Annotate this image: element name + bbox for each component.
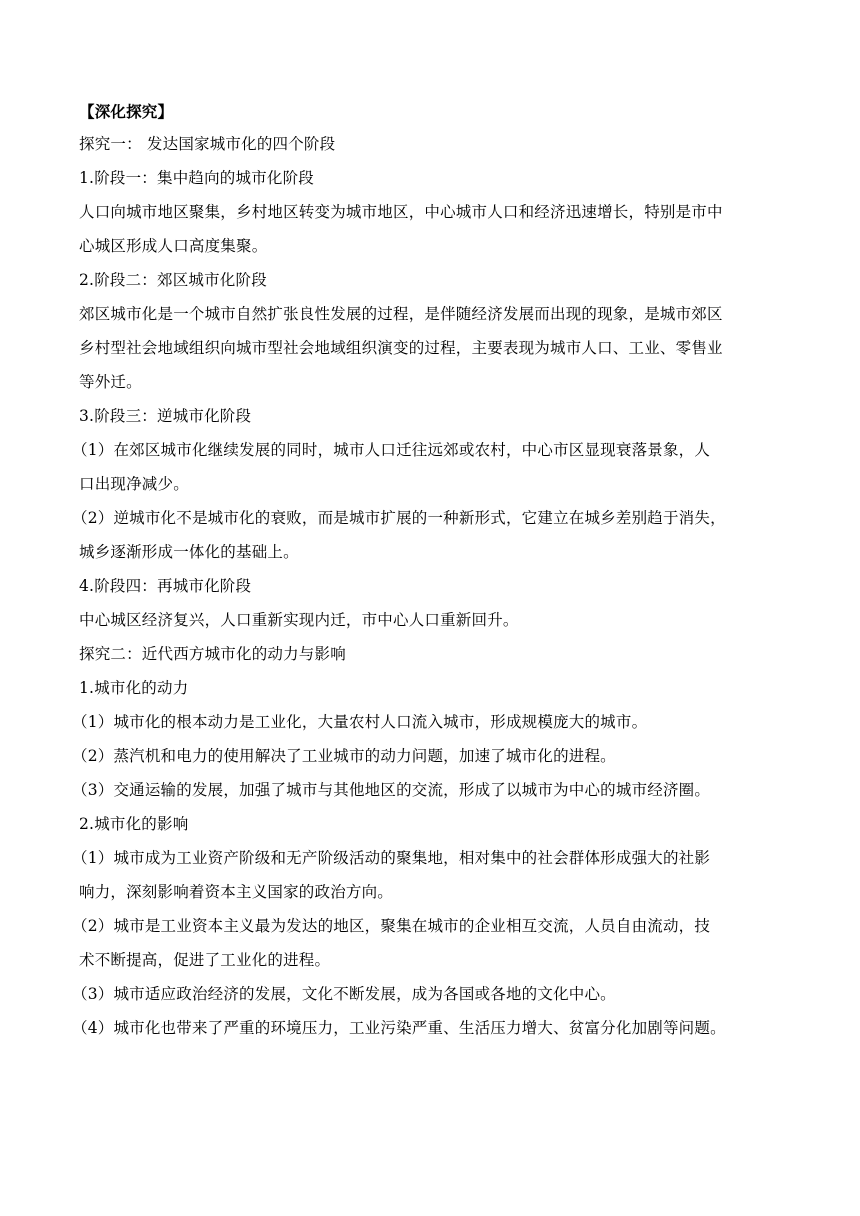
list-item: （1）城市化的根本动力是工业化，大量农村人口流入城市，形成规模庞大的城市。 <box>72 713 648 731</box>
inquiry-one-title: 探究一： 发达国家城市化的四个阶段 <box>79 135 336 153</box>
stage-four-heading: 4.阶段四：再城市化阶段 <box>79 577 252 595</box>
paragraph-line: 响力，深刻影响着资本主义国家的政治方向。 <box>79 883 394 901</box>
list-item: （2）逆城市化不是城市化的衰败，而是城市扩展的一种新形式，它建立在城乡差别趋于消失， <box>72 509 726 527</box>
list-item: （1）城市成为工业资产阶级和无产阶级活动的聚集地，相对集中的社会群体形成强大的社影 <box>72 849 711 867</box>
paragraph-line: 心城区形成人口高度集聚。 <box>79 237 268 255</box>
dynamics-heading: 1.城市化的动力 <box>79 679 189 697</box>
list-item: （1）在郊区城市化继续发展的同时，城市人口迁往远郊或农村，中心市区显现衰落景象，人 <box>72 441 711 459</box>
list-item: （3）城市适应政治经济的发展，文化不断发展，成为各国或各地的文化中心。 <box>72 985 616 1003</box>
inquiry-two-title: 探究二：近代西方城市化的动力与影响 <box>79 645 346 663</box>
paragraph-line: 乡村型社会地域组织向城市型社会地域组织演变的过程，主要表现为城市人口、工业、零售业 <box>79 339 723 357</box>
list-item: （4）城市化也带来了严重的环境压力，工业污染严重、生活压力增大、贫富分化加剧等问题。 <box>72 1019 726 1037</box>
stage-two-heading: 2.阶段二：郊区城市化阶段 <box>79 271 267 289</box>
stage-one-heading: 1.阶段一：集中趋向的城市化阶段 <box>79 169 314 187</box>
stage-three-heading: 3.阶段三：逆城市化阶段 <box>79 407 252 425</box>
list-item: （2）城市是工业资本主义最为发达的地区，聚集在城市的企业相互交流，人员自由流动，技 <box>72 917 711 935</box>
list-item: （3）交通运输的发展，加强了城市与其他地区的交流，形成了以城市为中心的城市经济圈。 <box>72 781 711 799</box>
paragraph-line: 口出现净减少。 <box>79 475 189 493</box>
section-heading: 【深化探究】 <box>79 102 174 121</box>
paragraph-line: 城乡逐渐形成一体化的基础上。 <box>79 543 299 561</box>
paragraph-line: 中心城区经济复兴，人口重新实现内迁，市中心人口重新回升。 <box>79 611 519 629</box>
paragraph-line: 人口向城市地区聚集，乡村地区转变为城市地区，中心城市人口和经济迅速增长，特别是市中 <box>79 203 723 221</box>
paragraph-line: 郊区城市化是一个城市自然扩张良性发展的过程，是伴随经济发展而出现的现象，是城市郊区 <box>79 305 723 323</box>
impact-heading: 2.城市化的影响 <box>79 815 189 833</box>
paragraph-line: 等外迁。 <box>79 373 142 391</box>
list-item: （2）蒸汽机和电力的使用解决了工业城市的动力问题，加速了城市化的进程。 <box>72 747 616 765</box>
paragraph-line: 术不断提高，促进了工业化的进程。 <box>79 951 331 969</box>
